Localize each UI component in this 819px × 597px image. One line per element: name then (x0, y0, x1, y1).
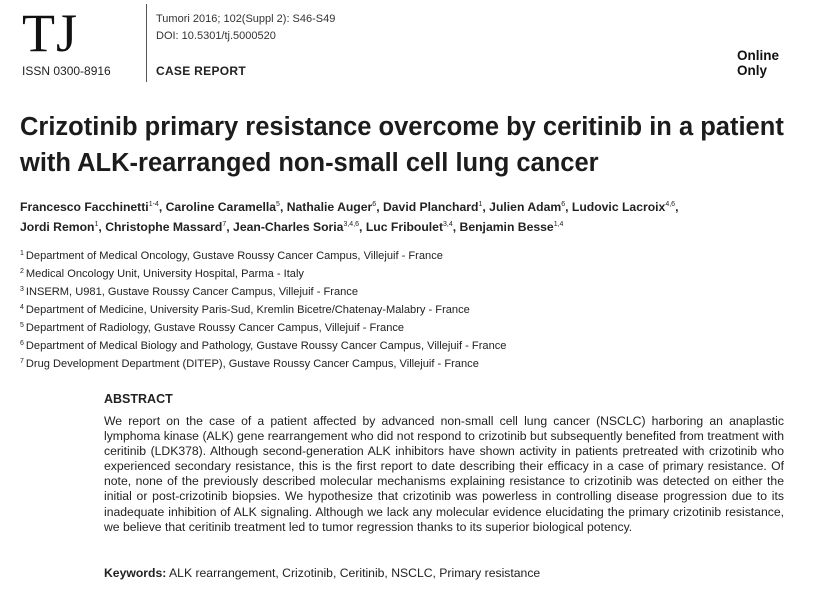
author-name[interactable]: Benjamin Besse (459, 220, 554, 234)
affiliation-number: 1 (20, 250, 24, 257)
author-affiliation-marker: 6 (561, 201, 566, 208)
author-affiliation-marker: 4,6 (665, 201, 676, 208)
affiliation-text: Medical Oncology Unit, University Hospital, Parma - Italy (25, 268, 304, 280)
affiliation-text: Department of Radiology, Gustave Roussy Cancer Campus, Villejuif - France (25, 322, 405, 334)
issn: ISSN 0300-8916 (22, 64, 111, 78)
author-name[interactable]: Francesco Facchinetti (20, 200, 149, 214)
affiliation-item (20, 336, 800, 354)
author-affiliation-marker: 6 (372, 201, 377, 208)
online-only-line1: Online (737, 48, 780, 63)
author-affiliation-marker: 1 (94, 221, 99, 228)
abstract-text: We report on the case of a patient affected by advanced non-small cell lung cancer (NSCLC) harboring an anaplastic lymphoma kinase (ALK) gene rearrangement who did not respond to crizotinib but subsequently benefited from treatment with ceritinib (LDK378). Although second-generation ALK inhibitors have shown activity in patients pretreated with crizotinib who experienced secondary resistance, this is the first report to date describing their efficacy in a case of primary resistance. Of note, none of the previously described molecular mechanisms explaining resistance to crizotinib was detected on either the initial or post-crizotinib biopsies. We hypothesize that crizotinib was powerless in controlling disease progression due to its inadequate inhibition of ALK signaling. Although we lack any molecular evidence elucidating the primary crizotinib resistance, we believe that ceritinib treatment led to tumor regression thanks to its superior biological potency. (104, 414, 784, 534)
author-name[interactable]: Jordi Remon (20, 220, 95, 234)
author-name[interactable]: Julien Adam (489, 200, 562, 214)
affiliation-item (20, 354, 800, 372)
online-only-line2: Only (737, 63, 768, 78)
article-title: Crizotinib primary resistance overcome by ceritinib in a patient with ALK-rearranged non-small cell lung cancer (20, 113, 784, 177)
affiliation-number: 4 (20, 304, 24, 311)
section-label: CASE REPORT (156, 64, 246, 78)
affiliation-number: 6 (20, 340, 24, 347)
header-divider (146, 4, 147, 82)
author-name[interactable]: Nathalie Auger (286, 200, 373, 214)
doi-link[interactable]: DOI: 10.5301/tj.5000520 (156, 30, 276, 42)
affiliation-text: Department of Medical Biology and Pathology, Gustave Roussy Cancer Campus, Villejuif - France (25, 340, 507, 352)
affiliation-number: 7 (20, 358, 24, 365)
affiliation-item (20, 318, 800, 336)
author-affiliation-marker: 3,4 (443, 221, 453, 228)
abstract-heading: ABSTRACT (104, 392, 173, 406)
journal-logo: TJ (22, 3, 78, 63)
affiliation-number: 2 (20, 268, 24, 275)
author-name[interactable]: Christophe Massard (105, 220, 223, 234)
keywords-label: Keywords: (104, 566, 167, 580)
affiliation-text: Department of Medicine, University Paris-Sud, Kremlin Bicetre/Chatenay-Malabry - France (25, 304, 470, 316)
author-list: Francesco Facchinetti$^{1-4}$, Caroline Caramella$^5$, Nathalie Auger$^6$, David Planchard$^1$, Julien Adam$^6$, Ludovic Lacroix$^{4,6}$, Jordi Remon$^1$, Christophe Massard$^7$, Jean-Charles Soria$^{3,4,6}$, Luc Friboulet$^{3,4}$, Benjamin Besse$^{1,4}$ (20, 200, 679, 234)
keywords-list: ALK rearrangement, Crizotinib, Ceritinib, NSCLC, Primary resistance (169, 566, 541, 580)
author-name[interactable]: David Planchard (382, 200, 479, 214)
affiliation-number: 3 (20, 286, 24, 293)
author-name[interactable]: Luc Friboulet (365, 220, 444, 234)
affiliation-item (20, 264, 800, 282)
affiliation-item (20, 246, 800, 264)
author-affiliation-marker: 3,4,6 (343, 221, 360, 228)
affiliation-text: Department of Medical Oncology, Gustave Roussy Cancer Campus, Villejuif - France (25, 250, 443, 262)
author-name[interactable]: Caroline Caramella (165, 200, 277, 214)
affiliation-item (20, 300, 800, 318)
author-affiliation-marker: 7 (222, 221, 227, 228)
affiliation-list (20, 246, 800, 372)
author-affiliation-marker: 1 (478, 201, 483, 208)
affiliation-item (20, 282, 800, 300)
affiliation-text: INSERM, U981, Gustave Roussy Cancer Campus, Villejuif - France (25, 286, 359, 298)
online-only-badge (737, 48, 779, 78)
author-name[interactable]: Jean-Charles Soria (233, 220, 344, 234)
author-affiliation-marker: 1-4 (148, 201, 159, 208)
keywords (104, 566, 540, 580)
author-affiliation-marker: 5 (276, 201, 280, 208)
affiliation-number: 5 (20, 322, 24, 329)
affiliation-text: Drug Development Department (DITEP), Gustave Roussy Cancer Campus, Villejuif - France (25, 358, 479, 370)
author-affiliation-marker: 1,4 (553, 221, 564, 228)
citation: Tumori 2016; 102(Suppl 2): S46-S49 (156, 13, 336, 25)
author-name[interactable]: Ludovic Lacroix (571, 200, 666, 214)
